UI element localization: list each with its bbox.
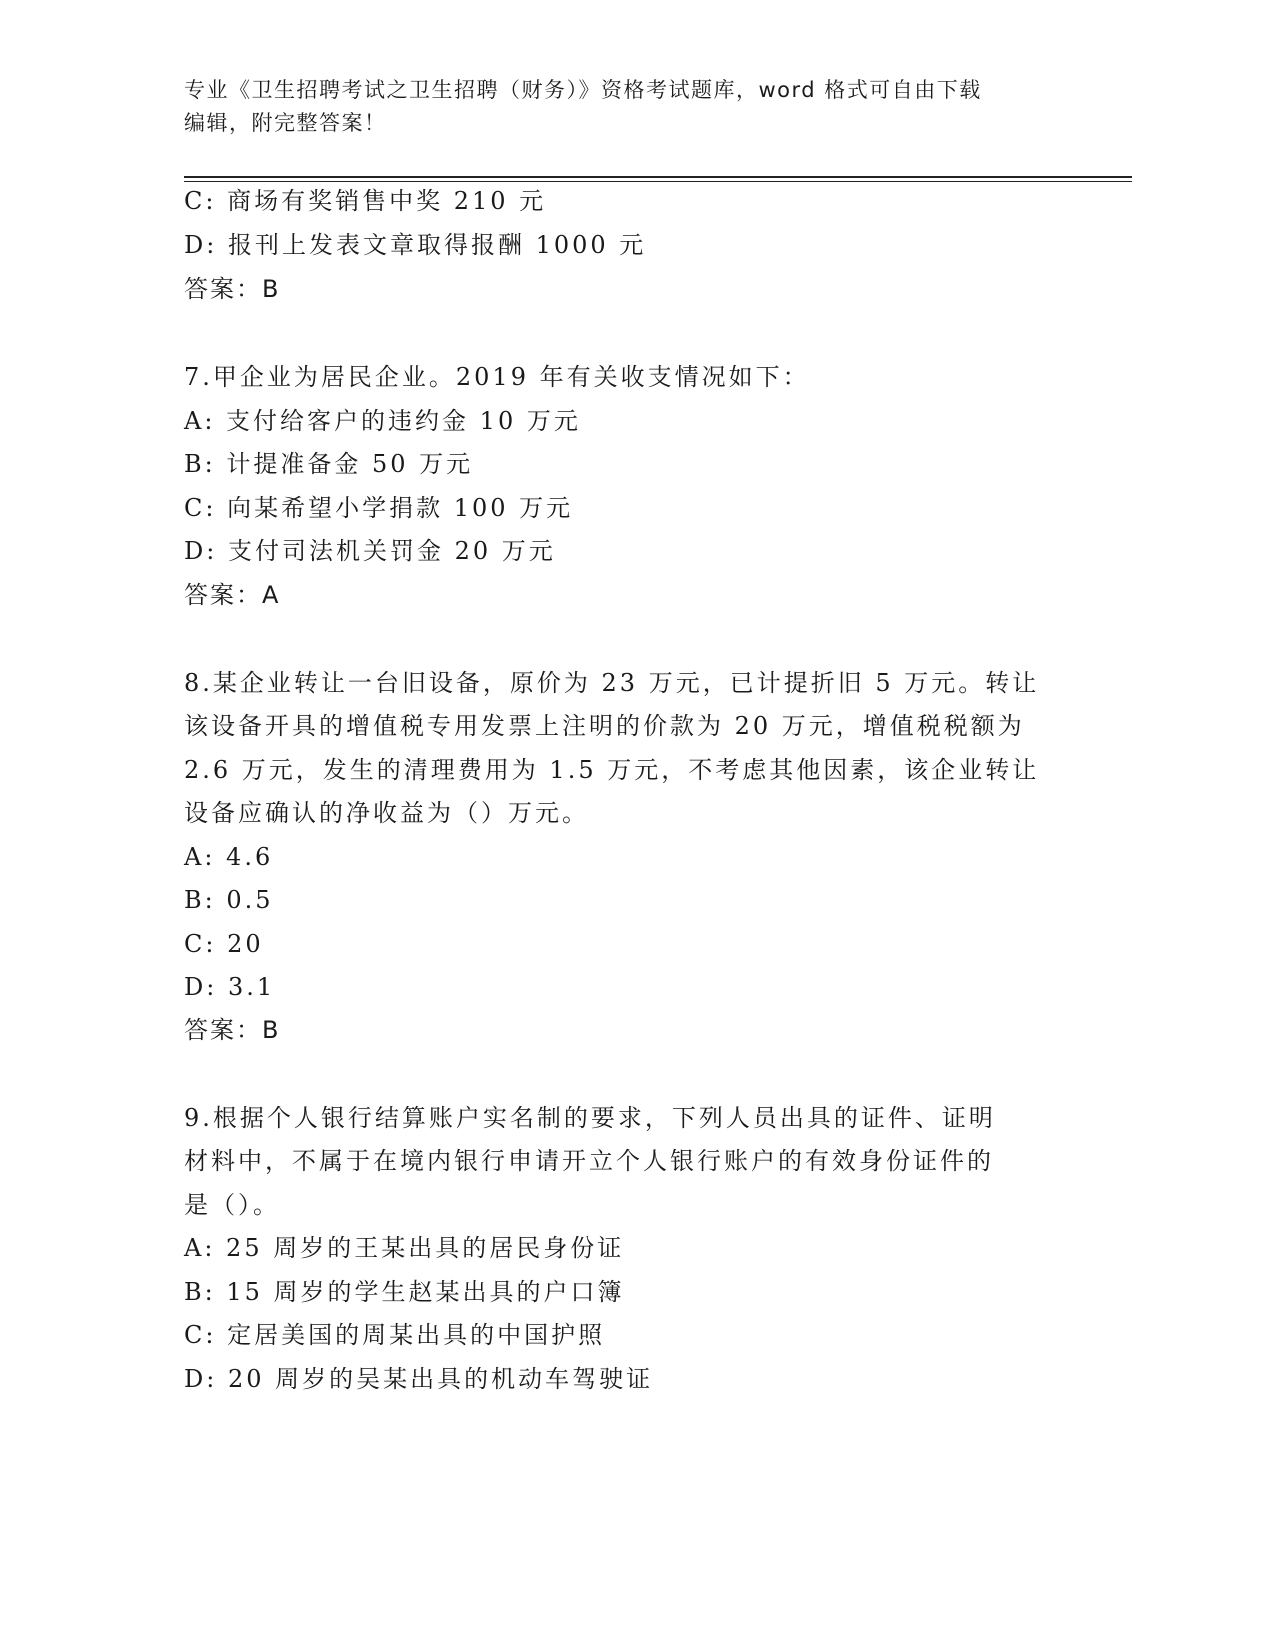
q6-answer: 答案：B [184, 275, 281, 303]
q9-stem-line-2: 材料中，不属于在境内银行申请开立个人银行账户的有效身份证件的 [184, 1147, 994, 1175]
q9-option-c: C: 定居美国的周某出具的中国护照 [184, 1321, 606, 1349]
document-header [184, 74, 1064, 140]
q8-stem-line-3: 2.6 万元，发生的清理费用为 1.5 万元，不考虑其他因素，该企业转让 [184, 756, 1040, 784]
q8-option-a: A: 4.6 [184, 843, 274, 871]
q8-stem-line-4: 设备应确认的净收益为（）万元。 [184, 799, 589, 827]
q9-stem-line-1: 9.根据个人银行结算账户实名制的要求，下列人员出具的证件、证明 [184, 1104, 996, 1132]
q8-option-b: B: 0.5 [184, 886, 274, 914]
header-divider [184, 176, 1132, 182]
q9-option-d: D: 20 周岁的吴某出具的机动车驾驶证 [184, 1365, 654, 1393]
q7-option-c: C: 向某希望小学捐款 100 万元 [184, 494, 574, 522]
q6-option-c: C: 商场有奖销售中奖 210 元 [184, 187, 547, 215]
header-line-1: 专业《卫生招聘考试之卫生招聘（财务）》资格考试题库，word 格式可自由下载 [184, 78, 982, 102]
q7-option-b: B: 计提准备金 50 万元 [184, 450, 474, 478]
q9-stem-line-3: 是（）。 [184, 1191, 280, 1219]
q7-option-d: D: 支付司法机关罚金 20 万元 [184, 537, 556, 565]
header-line-2: 编辑，附完整答案！ [184, 111, 387, 135]
q7-answer: 答案：A [184, 581, 281, 609]
q8-stem-line-1: 8.某企业转让一台旧设备，原价为 23 万元，已计提折旧 5 万元。转让 [184, 669, 1040, 697]
q8-option-c: C: 20 [184, 930, 264, 958]
q9-option-b: B: 15 周岁的学生赵某出具的户口簿 [184, 1278, 625, 1306]
q7-stem: 7.甲企业为居民企业。2019 年有关收支情况如下： [184, 363, 810, 391]
q8-option-d: D: 3.1 [184, 973, 276, 1001]
q8-answer: 答案：B [184, 1016, 281, 1044]
q7-option-a: A: 支付给客户的违约金 10 万元 [184, 407, 581, 435]
q9-option-a: A: 25 周岁的王某出具的居民身份证 [184, 1234, 625, 1262]
q6-option-d: D: 报刊上发表文章取得报酬 1000 元 [184, 231, 647, 259]
q8-stem-line-2: 该设备开具的增值税专用发票上注明的价款为 20 万元，增值税税额为 [184, 712, 1025, 740]
